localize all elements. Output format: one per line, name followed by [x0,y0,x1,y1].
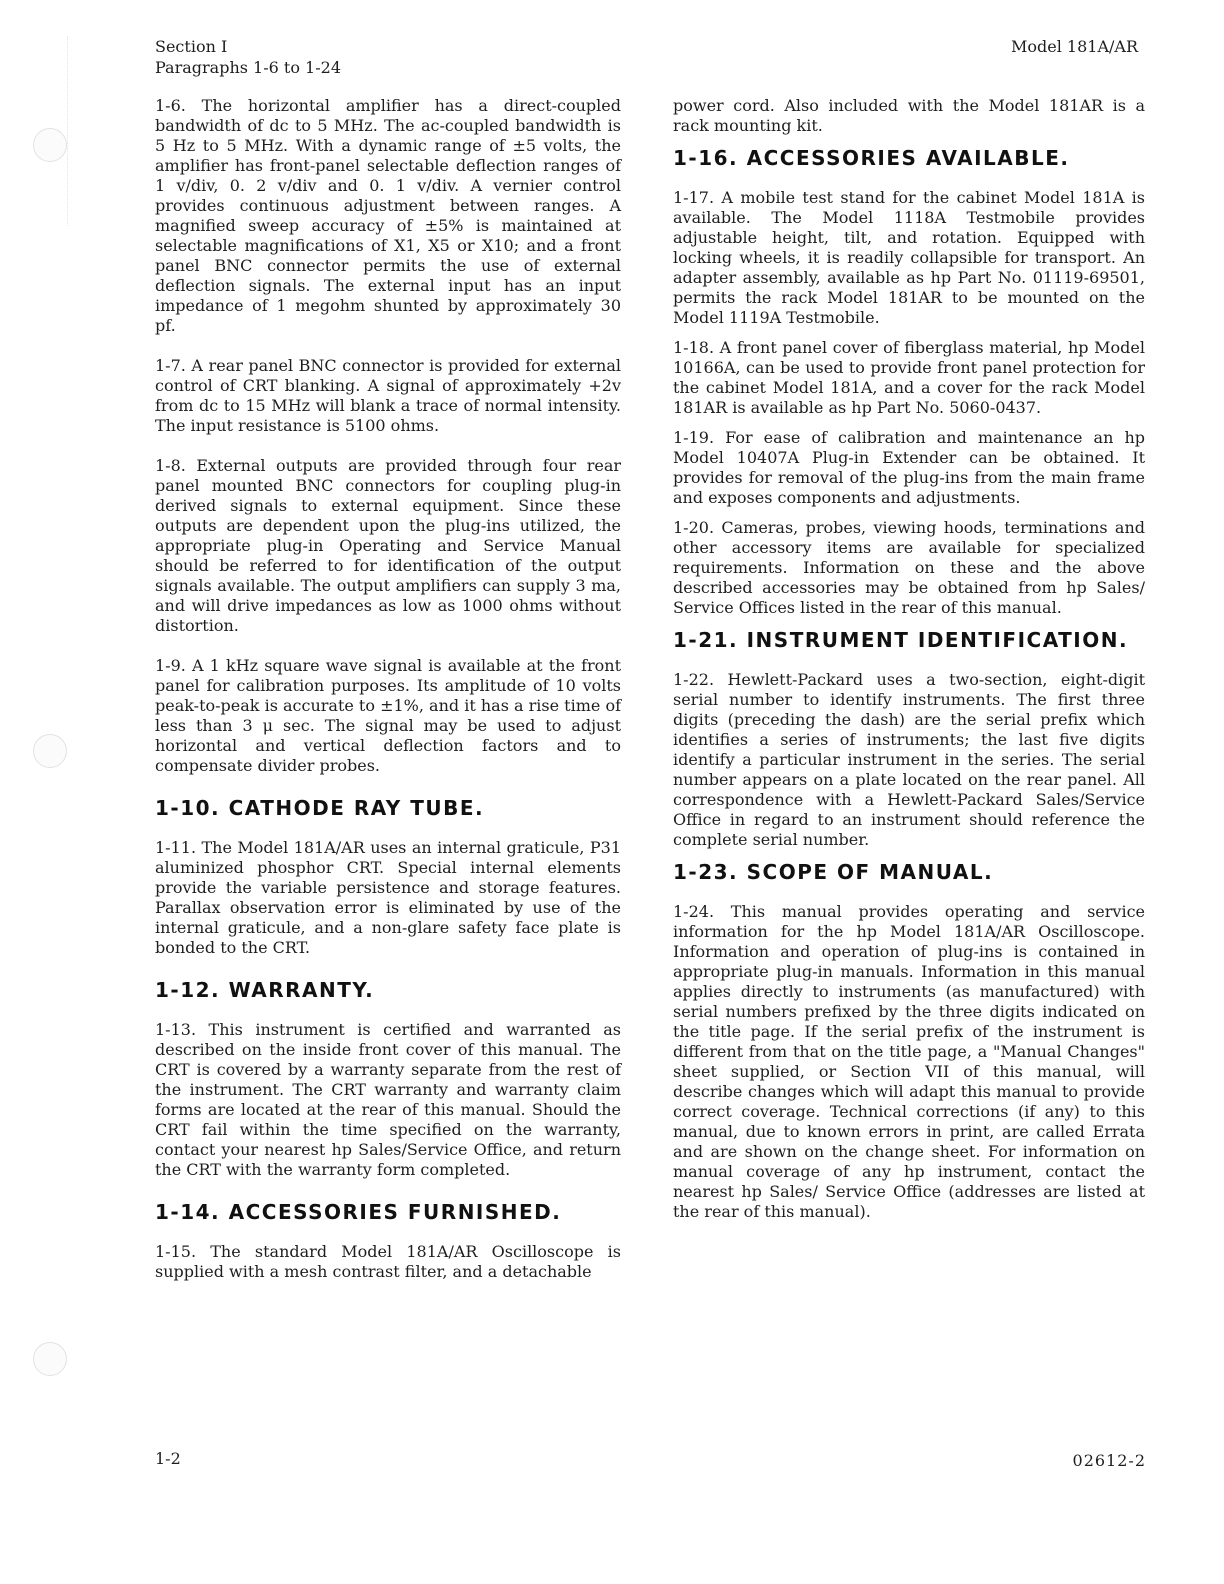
body-paragraph: 1-18. A front panel cover of fiberglass material, hp Model 10166A, can be used to provide front panel protection for the cabinet Model 181A, and a cover for the rack Model 181AR is available as hp Part No. 5060-0437. [673,338,1145,417]
page-number: 1-2 [155,1449,181,1468]
body-paragraph: 1-19. For ease of calibration and maintenance an hp Model 10407A Plug-in Extender can be obtained. It provides for removal of the plug-ins from the main frame and exposes components and adjustments. [673,428,1145,507]
body-paragraph: 1-7. A rear panel BNC connector is provided for external control of CRT blanking. A signal of approximately +2v from dc to 15 MHz will blank a trace of normal intensity. The input resistance is 5100 ohms. [155,356,621,435]
body-paragraph: 1-20. Cameras, probes, viewing hoods, terminations and other accessory items are available for specialized requirements. Information on these and the above described accessories may be obtained from hp Sales/ Service Offices listed in the rear of this manual. [673,518,1145,617]
body-paragraph: 1-9. A 1 kHz square wave signal is available at the front panel for calibration purposes. Its amplitude of 10 volts peak-to-peak is accurate to ±1%, and it has a rise time of less than 3 μ sec. The signal may be used to adjust horizontal and vertical deflection factors and to compensate divider probes. [155,656,621,775]
document-number: 02612-2 [1072,1451,1146,1470]
model-label: Model 181A/AR [1010,37,1138,56]
binding-hole-bottom [33,1342,67,1376]
body-paragraph: 1-22. Hewlett-Packard uses a two-section, eight-digit serial number to identify instruments. The first three digits (preceding the dash) are the serial prefix which identifies a series of instruments; the last five digits identify a particular instrument in the series. The serial number appears on a plate located on the rear panel. All correspondence with a Hewlett-Packard Sales/Service Office in regard to an instrument should reference the complete serial number. [673,670,1145,849]
margin-rule [67,36,69,226]
body-paragraph: 1-11. The Model 181A/AR uses an internal graticule, P31 aluminized phosphor CRT. Special internal elements provide the variable persistence and storage features. Parallax observation error is eliminated by use of the internal graticule, and a non-glare safety face plate is bonded to the CRT. [155,838,621,957]
paragraph-range: Paragraphs 1-6 to 1-24 [155,58,341,77]
section-heading: 1-23. SCOPE OF MANUAL. [673,860,994,884]
section-heading: 1-21. INSTRUMENT IDENTIFICATION. [673,628,1129,652]
body-paragraph: 1-6. The horizontal amplifier has a direct-coupled bandwidth of dc to 5 MHz. The ac-coupled bandwidth is 5 Hz to 5 MHz. With a dynamic range of ±5 volts, the amplifier has front-panel selectable deflection ranges of 1 v/div, 0. 2 v/div and 0. 1 v/div. A vernier control provides continuous adjustment between ranges. A magnified sweep accuracy of ±5% is maintained at selectable magnifications of X1, X5 or X10; and a front panel BNC connector permits the use of external deflection signals. The external input has an input impedance of 1 megohm shunted by approximately 30 pf. [155,96,621,335]
section-heading: 1-16. ACCESSORIES AVAILABLE. [673,146,1070,170]
body-paragraph: 1-15. The standard Model 181A/AR Oscilloscope is supplied with a mesh contrast filter, and a detachable [155,1242,621,1281]
binding-hole-middle [33,734,67,768]
body-paragraph: 1-8. External outputs are provided through four rear panel mounted BNC connectors for coupling plug-in derived signals to external equipment. Since these outputs are dependent upon the plug-ins utilized, the appropriate plug-in Operating and Service Manual should be referred to for identification of the output signals available. The output amplifiers can supply 3 ma, and will drive impedances as low as 1000 ohms without distortion. [155,456,621,635]
binding-hole-top [33,128,67,162]
page-header-left [155,36,341,78]
section-heading: 1-12. WARRANTY. [155,978,375,1002]
body-paragraph: power cord. Also included with the Model 181AR is a rack mounting kit. [673,96,1145,135]
body-paragraph: 1-17. A mobile test stand for the cabinet Model 181A is available. The Model 1118A Testmobile provides adjustable height, tilt, and rotation. Equipped with locking wheels, it is readily collapsible for transport. An adapter assembly, available as hp Part No. 01119-69501, permits the rack Model 181AR to be mounted on the Model 1119A Testmobile. [673,188,1145,327]
right-column [673,96,1145,1232]
body-paragraph: 1-13. This instrument is certified and warranted as described on the inside front cover of this manual. The CRT is covered by a warranty separate from the rest of the instrument. The CRT warranty and warranty claim forms are located at the rear of this manual. Should the CRT fail within the time specified on the warranty, contact your nearest hp Sales/Service Office, and return the CRT with the warranty form completed. [155,1020,621,1179]
left-column [155,96,621,1302]
body-paragraph: 1-24. This manual provides operating and service information for the hp Model 181A/AR Oscilloscope. Information and operation of plug-ins is contained in appropriate plug-in manuals. Information in this manual applies directly to instruments (as manufactured) with serial numbers prefixed by the three digits indicated on the title page. If the serial prefix of the instrument is different from that on the title page, a "Manual Changes" sheet supplied, or Section VII of this manual, will describe changes which will adapt this manual to provide correct coverage. Technical corrections (if any) to this manual, due to known errors in print, are called Errata and are shown on the change sheet. For information on manual coverage of any hp instrument, contact the nearest hp Sales/ Service Office (addresses are listed at the rear of this manual). [673,902,1145,1221]
section-label: Section I [155,37,228,56]
section-heading: 1-14. ACCESSORIES FURNISHED. [155,1200,562,1224]
section-heading: 1-10. CATHODE RAY TUBE. [155,796,485,820]
